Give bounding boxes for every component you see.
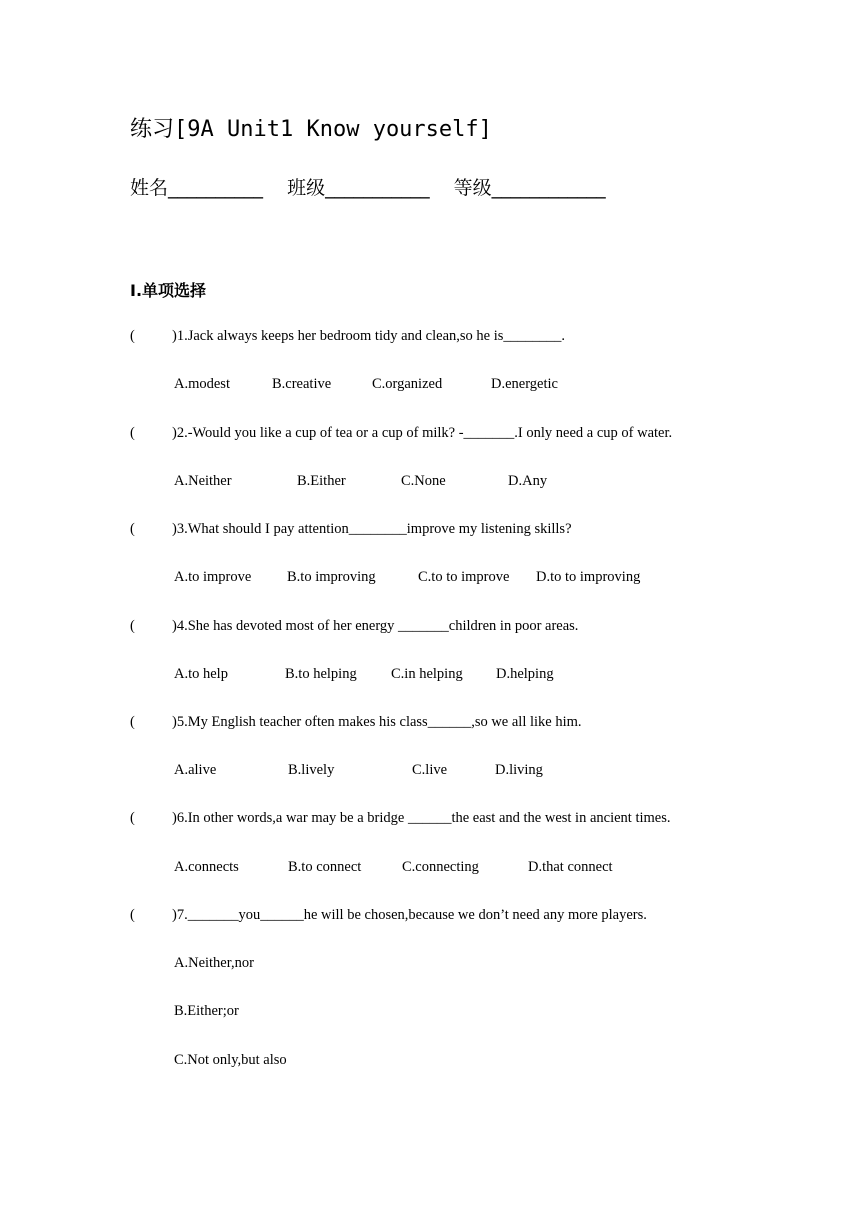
option-d: D.Any (508, 473, 548, 489)
question-text: )3.What should I pay attention________improve my listening skills? (172, 521, 572, 537)
option-b: B.to improving (287, 569, 376, 585)
section-heading: I.单项选择 (130, 281, 207, 300)
option-c: C.Not only,but also (174, 1052, 287, 1068)
option-a: A.connects (174, 859, 239, 875)
page-title (130, 112, 492, 143)
question-text: )4.She has devoted most of her energy _______children in poor areas. (172, 618, 579, 634)
option-b: B.Either;or (174, 1003, 239, 1019)
option-b: B.lively (288, 762, 335, 778)
grade-field: 等级____________ (453, 177, 606, 199)
option-d: D.living (495, 762, 543, 778)
name-field: 姓名__________ (130, 177, 264, 199)
option-c: C.in helping (391, 666, 463, 682)
option-c: C.connecting (402, 859, 479, 875)
answer-paren: ( (130, 907, 135, 923)
option-c: C.None (401, 473, 446, 489)
option-c: C.to to improve (418, 569, 510, 585)
class-field: 班级___________ (287, 177, 430, 199)
title-chinese: 练习 (130, 117, 175, 142)
option-d: D.energetic (491, 376, 558, 392)
option-c: C.organized (372, 376, 443, 392)
option-b: B.to connect (288, 859, 362, 875)
option-d: D.that connect (528, 859, 613, 875)
option-a: A.to help (174, 666, 228, 682)
option-b: B.creative (272, 376, 332, 392)
answer-paren: ( (130, 425, 135, 441)
option-a: A.to improve (174, 569, 252, 585)
option-a: A.Neither,nor (174, 955, 254, 971)
question-text: )1.Jack always keeps her bedroom tidy and clean,so he is________. (172, 328, 566, 344)
option-c: C.live (412, 762, 448, 778)
question-text: )2.-Would you like a cup of tea or a cup of milk? -_______.I only need a cup of water. (172, 425, 673, 441)
question-text: )5.My English teacher often makes his class______,so we all like him. (172, 714, 582, 730)
answer-paren: ( (130, 714, 135, 730)
option-a: A.modest (174, 376, 230, 392)
question-text: )7._______you______he will be chosen,because we don’t need any more players. (172, 907, 647, 923)
question-text: )6.In other words,a war may be a bridge ______the east and the west in ancient times. (172, 810, 671, 826)
option-d: D.to to improving (536, 569, 641, 585)
answer-paren: ( (130, 618, 135, 634)
option-b: B.Either (297, 473, 346, 489)
student-info-line (130, 173, 624, 200)
option-d: D.helping (496, 666, 554, 682)
answer-paren: ( (130, 810, 135, 826)
answer-paren: ( (130, 328, 135, 344)
option-b: B.to helping (285, 666, 357, 682)
title-english: [9A Unit1 Know yourself] (174, 117, 492, 142)
answer-paren: ( (130, 521, 135, 537)
option-a: A.Neither (174, 473, 232, 489)
option-a: A.alive (174, 762, 217, 778)
